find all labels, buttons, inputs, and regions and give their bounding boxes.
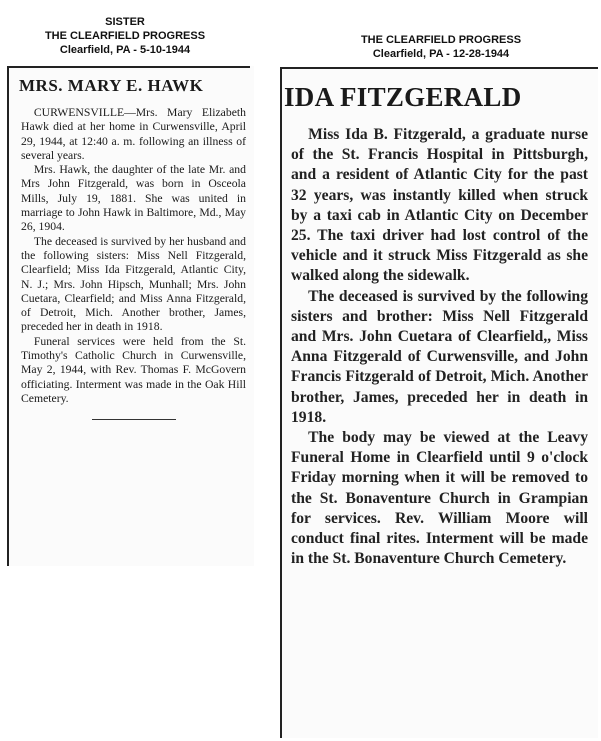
right-article-body	[282, 119, 598, 569]
left-clipping	[7, 66, 254, 566]
right-clipping	[280, 67, 598, 738]
left-caption-relation: SISTER	[105, 16, 145, 28]
right-paragraph: The deceased is survived by the following sisters and brother: Miss Nell Fitzgerald and Mrs. John Cuetara of Clearfield,, Miss Anna Fitzgerald of Curwensville, and John Francis Fitzgerald of Detroit, Mich. Another brother, James, preceded her in death in 1918.	[291, 287, 588, 426]
right-paragraph: Miss Ida B. Fitzgerald, a graduate nurse of the St. Francis Hospital in Pittsburgh, and a resident of Atlantic City for the past 32 years, was instantly killed when struck by a taxi cab in Atlantic City on December 25. The taxi driver had lost control of the vehicle and it struck Miss Fitzgerald as she walked along the sidewalk.	[291, 126, 588, 285]
left-caption-paper: THE CLEARFIELD PROGRESS	[44, 30, 206, 42]
right-headline: IDA FITZGERALD	[284, 82, 522, 112]
left-caption-date: Clearfield, PA - 5-10-1944	[59, 44, 191, 56]
left-article-body	[9, 102, 254, 420]
left-headline: MRS. MARY E. HAWK	[19, 76, 204, 95]
left-caption	[0, 15, 250, 57]
right-caption	[282, 33, 600, 61]
left-paragraph: Mrs. Hawk, the daughter of the late Mr. and Mrs John Fitzgerald, was born in Osceola Mills, July 19, 1881. She was united in marriage to John Hawk in Baltimore, Md., May 26, 1904.	[21, 163, 246, 234]
right-paragraph: The body may be viewed at the Leavy Funeral Home in Clearfield until 9 o'clock Friday morning when it will be removed to the St. Bonaventure Church in Grampian for services. Rev. William Moore will conduct final rites. Interment will be made in the St. Bonaventure Church Cemetery.	[291, 429, 588, 568]
left-paragraph: CURWENSVILLE—Mrs. Mary Elizabeth Hawk died at her home in Curwensville, April 29, 1944, at 12:40 a. m. following an illness of several years.	[21, 106, 246, 162]
left-paragraph: The deceased is survived by her husband and the following sisters: Miss Nell Fitzgerald, Clearfield; Miss Ida Fitzgerald, Atlantic City, N. J.; Mrs. John Hipsch, Munhall; Mrs. John Cuetara, Clearfield; and Miss Anna Fitzgerald, of Detroit, Mich. Another brother, James, preceded her in death in 1918.	[21, 234, 246, 334]
right-caption-date: Clearfield, PA - 12-28-1944	[372, 48, 510, 60]
left-end-divider	[92, 419, 176, 420]
right-caption-paper: THE CLEARFIELD PROGRESS	[360, 34, 522, 46]
left-paragraph: Funeral services were held from the St. Timothy's Catholic Church in Curwensville, May 2, 1944, with Rev. Thomas F. McGovern officiating. Interment was made in the Oak Hill Cemetery.	[21, 334, 246, 405]
